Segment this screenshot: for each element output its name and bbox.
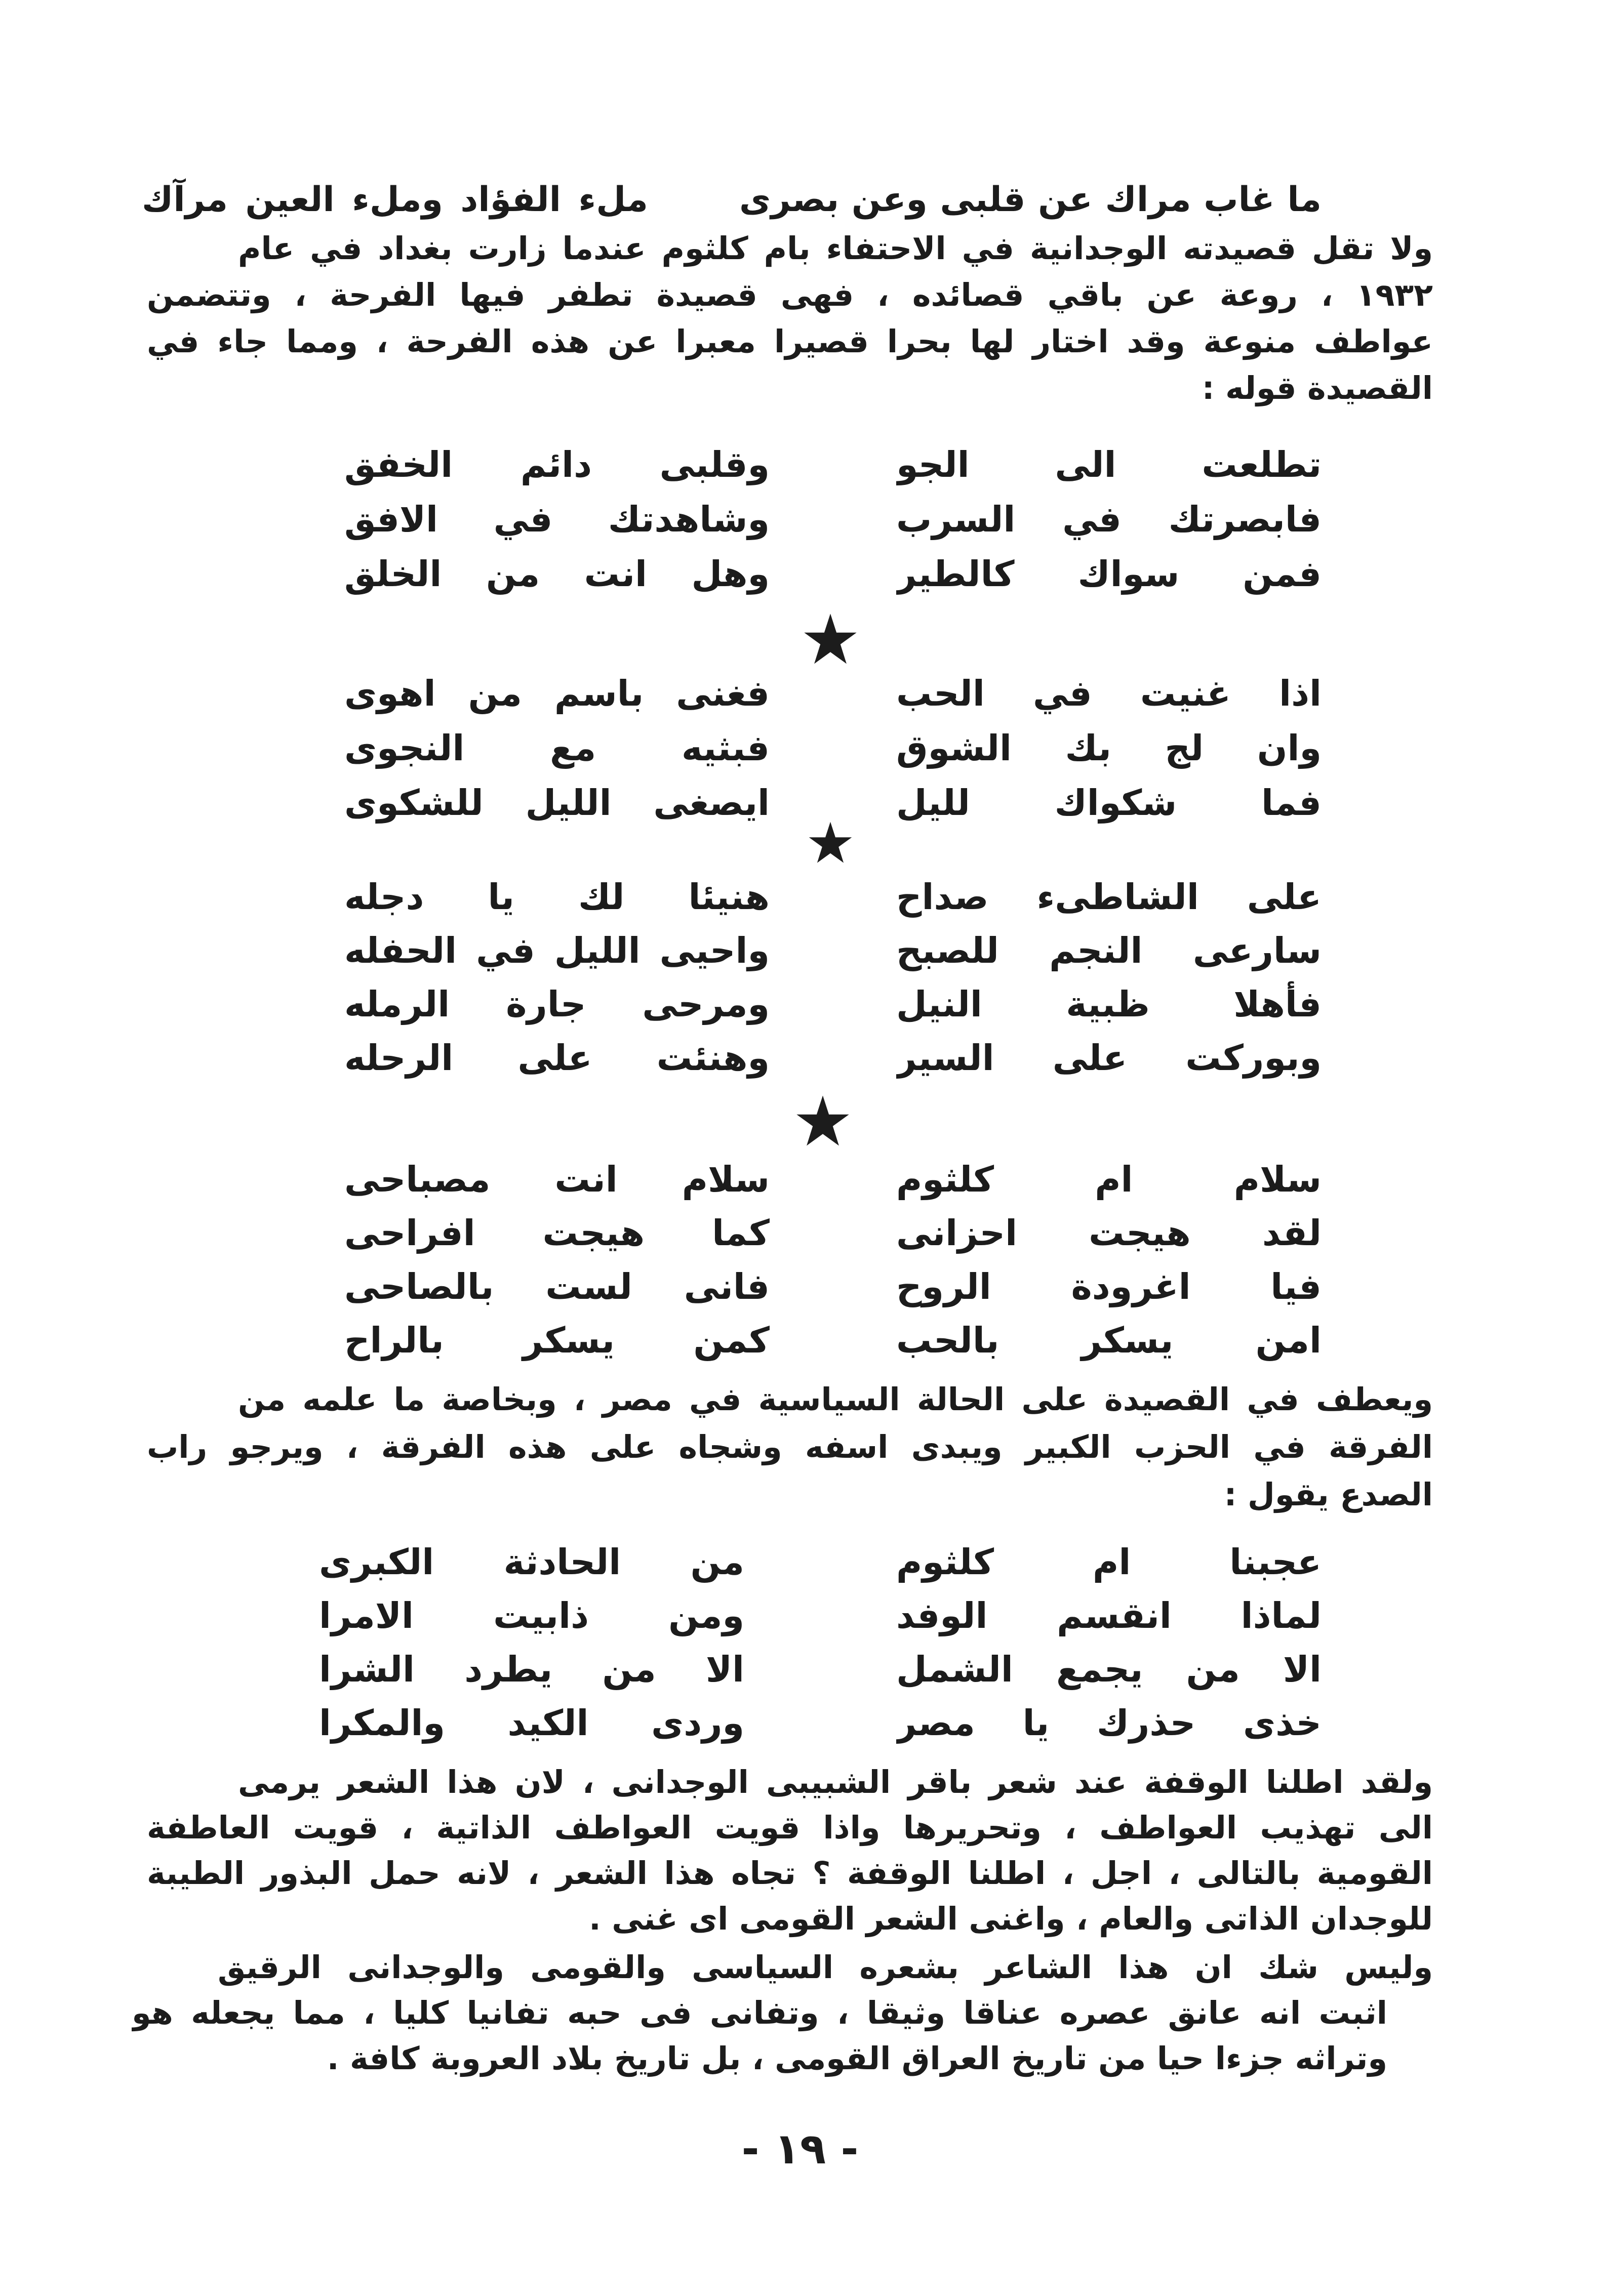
poem-verse [319,1590,1322,1641]
paragraph-line: اثبت انه عانق عصره عناقا وثيقا ، وتفانى فى حبه تفانيا كليا ، مما يجعله هو [132,1994,1387,2031]
poem-verse [344,668,1322,719]
star-separator-icon [795,1093,851,1149]
poem-verse [344,1154,1322,1205]
verse-hemistich-1: اذا غنيت في الحب [896,673,1322,714]
poem-verse [344,494,1322,545]
poem-verse [344,925,1322,976]
paragraph-line: ١٩٣٢ ، روعة عن باقي قصائده ، فهى قصيدة تطفر فيها الفرحة ، وتتضمن [147,276,1433,313]
poem-verse [319,1537,1322,1587]
verse-hemistich-2: واحيى الليل في الحفله [344,930,770,971]
poem-verse [344,1315,1322,1366]
verse-hemistich-1: لقد هيجت احزانى [896,1212,1322,1254]
poem-verse [344,439,1322,490]
poem-verse [344,1261,1322,1312]
verse-hemistich-1: على الشاطىء صداح [896,876,1322,918]
verse-hemistich-2: ايصغى الليل للشكوى [344,782,770,824]
opening-verse-hemistich-1: ما غاب مراك عن قلبى وعن بصرى [739,180,1322,220]
verse-hemistich-1: لماذا انقسم الوفد [896,1595,1322,1636]
poem-verse [344,1208,1322,1258]
paragraph-line: القومية بالتالى ، اجل ، اطلنا الوقفة ؟ تجاه هذا الشعر ، لانه حمل البذور الطيبة [147,1855,1433,1892]
paragraph-line: وتراثه جزءا حيا من تاريخ العراق القومى ، بل تاريخ بلاد العروبة كافة . [327,2040,1387,2077]
paragraph-line: عواطف منوعة وقد اختار لها بحرا قصيرا معبرا عن هذه الفرحة ، ومما جاء في [147,323,1433,360]
page-number: - ١٩ - [741,2124,859,2174]
paragraph-line: ولا تقل قصيدته الوجدانية في الاحتفاء بام كلثوم عندما زارت بغداد في عام [238,230,1433,267]
verse-hemistich-2: الا من يطرد الشرا [319,1649,744,1690]
verse-hemistich-2: ومن ذابيت الامرا [319,1595,744,1636]
verse-hemistich-2: هنيئا لك يا دجله [344,876,770,918]
poem-verse [344,979,1322,1030]
verse-hemistich-2: وهنئت على الرحله [344,1037,770,1079]
verse-hemistich-1: سلام ام كلثوم [896,1159,1322,1200]
verse-hemistich-1: امن يسكر بالحب [896,1320,1322,1361]
verse-hemistich-1: تطلعت الى الجو [896,444,1322,485]
verse-hemistich-2: من الحادثة الكبرى [319,1541,744,1583]
paragraph-line: الفرقة في الحزب الكبير ويبدى اسفه وشجاه على هذه الفرقة ، ويرجو راب [147,1428,1433,1465]
poem-verse [319,1698,1322,1748]
verse-hemistich-1: عجبنا ام كلثوم [896,1541,1322,1583]
star-separator-icon [808,820,853,866]
verse-hemistich-2: ومرحى جارة الرمله [344,983,770,1025]
verse-hemistich-2: كما هيجت افراحى [344,1212,770,1254]
opening-verse [142,175,1322,225]
verse-hemistich-1: فمن سواك كالطير [896,553,1322,595]
verse-hemistich-1: فما شكواك لليل [896,782,1322,824]
verse-hemistich-1: فيا اغرودة الروح [896,1266,1322,1307]
verse-hemistich-2: كمن يسكر بالراح [344,1320,770,1361]
verse-hemistich-2: وردى الكيد والمكرا [319,1702,744,1744]
poem-verse [344,723,1322,773]
poem-verse [344,549,1322,599]
verse-hemistich-2: وشاهدتك في الافق [344,499,770,540]
star-separator-icon [803,611,858,667]
paragraph-line: للوجدان الذاتى والعام ، واغنى الشعر القومى اى غنى . [589,1900,1433,1937]
paragraph-line: القصيدة قوله : [1202,370,1433,406]
verse-hemistich-1: فابصرتك في السرب [896,499,1322,540]
verse-hemistich-2: سلام انت مصباحى [344,1159,770,1200]
paragraph-line: الصدع يقول : [1224,1476,1433,1513]
verse-hemistich-2: فبثيه مع النجوى [344,727,770,769]
poem-verse [344,1033,1322,1083]
verse-hemistich-1: وان لج بك الشوق [896,727,1322,769]
verse-hemistich-1: فأهلا ظبية النيل [896,983,1322,1025]
paragraph-line: ويعطف في القصيدة على الحالة السياسية في مصر ، وبخاصة ما علمه من [238,1381,1433,1418]
paragraph-line: الى تهذيب العواطف ، وتحريرها واذا قويت العواطف الذاتية ، قويت العاطفة [147,1809,1433,1846]
poem-verse [319,1644,1322,1695]
verse-hemistich-2: فغنى باسم من اهوى [344,673,770,714]
paragraph-line: وليس شك ان هذا الشاعر بشعره السياسى والقومى والوجدانى الرقيق [218,1949,1433,1986]
verse-hemistich-1: سارعى النجم للصبح [896,930,1322,971]
verse-hemistich-1: الا من يجمع الشمل [896,1649,1322,1690]
poem-verse [344,872,1322,922]
verse-hemistich-2: فانى لست بالصاحى [344,1266,770,1307]
verse-hemistich-1: وبوركت على السير [896,1037,1322,1079]
verse-hemistich-2: وهل انت من الخلق [344,553,770,595]
verse-hemistich-2: وقلبى دائم الخفق [344,444,770,485]
paragraph-line: ولقد اطلنا الوقفة عند شعر باقر الشبيبى الوجدانى ، لان هذا الشعر يرمى [238,1764,1433,1800]
opening-verse-hemistich-2: ملء الفؤاد وملء العين مرآك [142,180,648,220]
verse-hemistich-1: خذى حذرك يا مصر [896,1702,1322,1744]
